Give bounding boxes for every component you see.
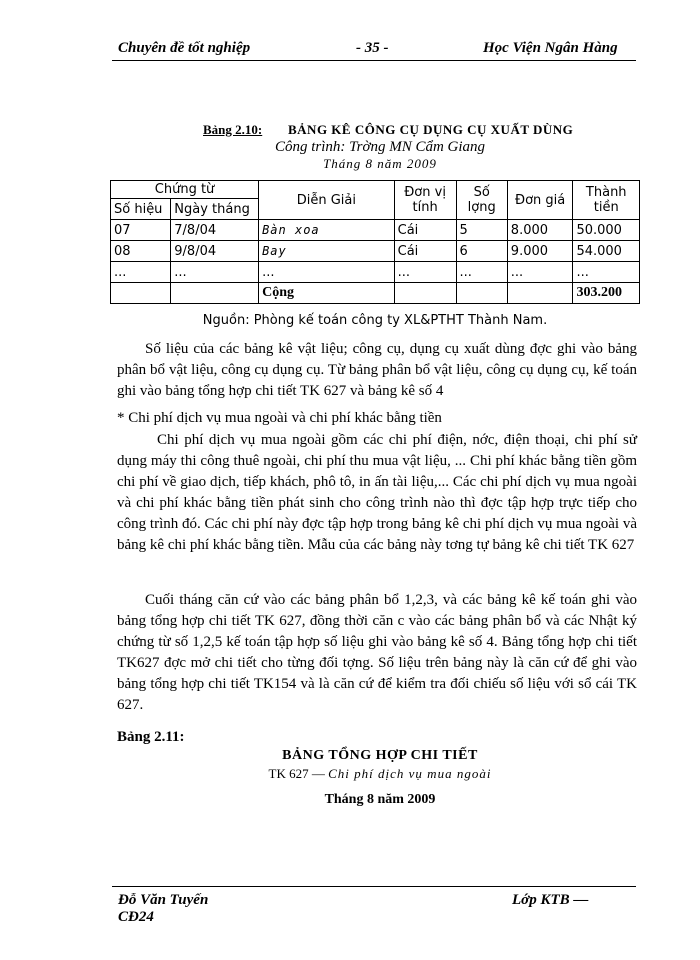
paragraph-1: Số liệu của các bảng kê vật liệu; công cụ, dụng cụ xuất dùng đợc ghi vào bảng phân bổ vật liệu, công cụ dụng cụ. Từ bảng phân bổ vật liệu, công cụ dụng cụ, kế toán ghi vào bảng tổng hợp chi tiết TK 627 và bảng kê số 4: [117, 341, 637, 399]
col-unit: Đơn vị tính: [394, 181, 456, 220]
header-institution: Học Viện Ngân Hàng: [483, 40, 618, 56]
empty-cell: [507, 283, 573, 304]
header-rule: [112, 60, 636, 61]
table-row: [111, 220, 640, 241]
col-price: Đơn giá: [507, 181, 573, 220]
empty-cell: [171, 283, 259, 304]
table2-account-desc: Chi phí dịch vụ mua ngoài: [328, 766, 492, 781]
col-date: Ngày tháng: [171, 199, 259, 220]
paragraph-4: Cuối tháng căn cứ vào các bảng phân bổ 1,2,3, và các bảng kê kế toán ghi vào bảng tổng hợp chi tiết TK 627, đồng thời căn c vào các bảng phân bổ và các Nhật ký chứng từ số 1,2,5 kế toán tập hợp số liệu ghi vào bảng kê số 4. Bảng tổng hợp chi tiết TK627 đợc mở chi tiết cho từng đối tợng. Số liệu trên bảng này là căn cứ để ghi vào bảng tổng hợp chi tiết TK154 và là căn cứ để kiểm tra đối chiếu số liệu với sổ cái TK 627.: [117, 592, 637, 713]
cell-price: 9.000: [507, 241, 573, 262]
col-number: Số hiệu: [111, 199, 171, 220]
header-doc-title: Chuyên đề tốt nghiệp: [118, 40, 251, 56]
empty-cell: [111, 283, 171, 304]
table2-dash: —: [311, 766, 325, 781]
tool-issue-table: [110, 180, 640, 304]
paragraph-2: * Chi phí dịch vụ mua ngoài và chi phí khác bằng tiền: [117, 410, 442, 426]
table2-label: Bảng 2.11:: [117, 729, 185, 745]
cell-number: ...: [111, 262, 171, 283]
cell-quantity: ...: [456, 262, 507, 283]
table1-label: Bảng 2.10:: [203, 122, 263, 137]
cell-description: ...: [259, 262, 395, 283]
cell-quantity: 5: [456, 220, 507, 241]
empty-cell: [394, 283, 456, 304]
cell-amount: 50.000: [573, 220, 640, 241]
col-voucher: Chứng từ: [111, 181, 259, 199]
col-quantity: Số lợng: [456, 181, 507, 220]
cell-date: 7/8/04: [171, 220, 259, 241]
cell-description: Bàn xoa: [259, 220, 395, 241]
total-label: Cộng: [259, 283, 395, 304]
cell-number: 07: [111, 220, 171, 241]
table1-month: Tháng 8 năm 2009: [323, 156, 437, 171]
header-page-number: - 35 -: [356, 40, 389, 56]
cell-quantity: 6: [456, 241, 507, 262]
cell-unit: Cái: [394, 220, 456, 241]
cell-price: 8.000: [507, 220, 573, 241]
cell-price: ...: [507, 262, 573, 283]
table1-source: Nguồn: Phòng kế toán công ty XL&PTHT Thành Nam.: [202, 313, 548, 328]
paragraph-3: Chi phí dịch vụ mua ngoài gồm các chi phí điện, nớc, điện thoại, chi phí sử dụng máy thi công thuê ngoài, chi phí thu mua vật liệu, ... Chi phí khác bằng tiền gồm chi phí về giao dịch, tiếp khách, phô tô, in ấn tài liệu,... Các chi phí dịch vụ mua ngoài và chi phí khác bằng tiền phát sinh cho công trình nào thì đợc tập hợp trực tiếp cho công trình đó. Các chi phí này đợc tập hợp trong bảng kê chi phí dịch vụ mua ngoài và bảng kê chi phí khác bằng tiền. Mẫu của các bảng này tơng tự bảng kê chi tiết TK 627: [117, 432, 637, 553]
table-row: [111, 241, 640, 262]
table-row: [111, 262, 640, 283]
table2-account: TK 627: [268, 766, 309, 781]
table1-title: BẢNG KÊ CÔNG CỤ DỤNG CỤ XUẤT DÙNG: [288, 122, 574, 137]
cell-amount: ...: [573, 262, 640, 283]
cell-number: 08: [111, 241, 171, 262]
cell-date: ...: [171, 262, 259, 283]
empty-cell: [456, 283, 507, 304]
table-total-row: [111, 283, 640, 304]
table1-subtitle: Công trình: Trờng MN Cẩm Giang: [274, 139, 486, 155]
cell-unit: Cái: [394, 241, 456, 262]
table2-title: BẢNG TỔNG HỢP CHI TIẾT: [282, 748, 478, 763]
table2-month: Tháng 8 năm 2009: [324, 792, 436, 807]
cell-description: Bay: [259, 241, 395, 262]
footer-author: Đỗ Văn Tuyến: [118, 892, 209, 908]
footer-class-code: CĐ24: [118, 909, 154, 925]
col-description: Diễn Giải: [259, 181, 395, 220]
cell-date: 9/8/04: [171, 241, 259, 262]
footer-class-label: Lớp KTB —: [512, 892, 589, 908]
table2-account-line: [180, 766, 580, 782]
cell-amount: 54.000: [573, 241, 640, 262]
cell-unit: ...: [394, 262, 456, 283]
total-amount: 303.200: [573, 283, 640, 304]
table-header-row: [111, 181, 640, 199]
col-amount: Thành tiền: [573, 181, 640, 220]
footer-rule: [112, 886, 636, 887]
